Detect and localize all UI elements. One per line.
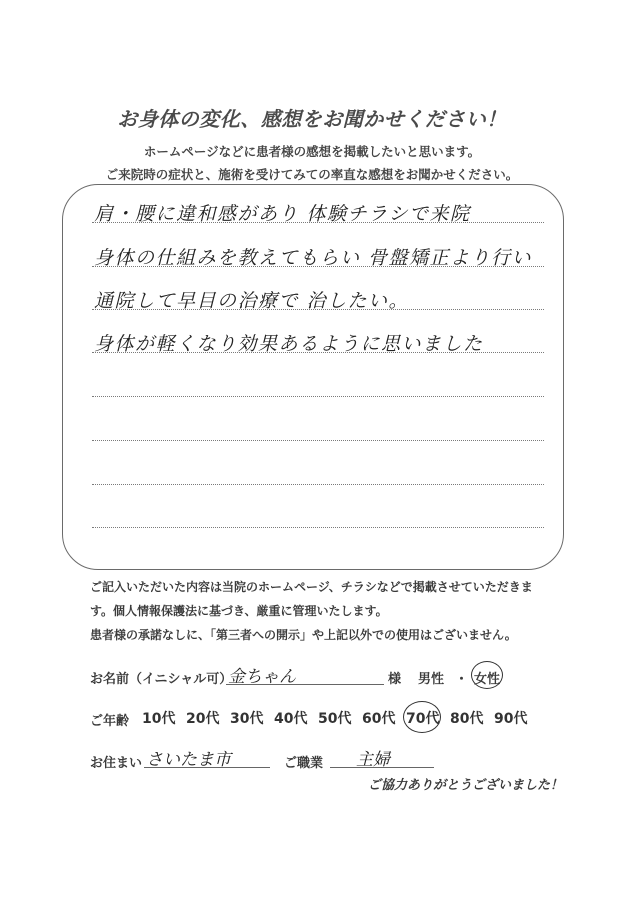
ruled-line [92,396,544,397]
intro-text-2: ご来院時の症状と、施術を受けてみての率直な感想をお聞かせください。 [105,167,519,182]
name-label: お名前（イニシャル可） [90,672,233,687]
comment-line: 身体が軽くなり効果あるように思いました [94,333,484,355]
honorific: 様 [388,672,402,687]
age-option: 60代 [362,711,396,727]
privacy-notice-3: 患者様の承諾なしに、「第三者への開示」や上記以外での使用はございません。 [90,628,517,642]
comment-line: 身体の仕組みを教えてもらい 骨盤矯正より行い [94,247,533,269]
comment-line: 肩・腰に違和感があり 体験チラシで来院 [94,203,471,225]
gender-female: 女性 [474,672,501,687]
age-option: 30代 [230,711,264,727]
ruled-line [92,484,544,485]
privacy-notice-1: ご記入いただいた内容は当院のホームページ、チラシなどで掲載させていただきま [90,580,533,594]
age-label: ご年齢 [90,714,130,729]
address-label: お住まい [90,756,143,771]
privacy-notice-2: す。個人情報保護法に基づき、厳重に管理いたします。 [90,604,388,618]
name-value: 金ちゃん [228,667,296,687]
job-value: 主婦 [356,750,390,770]
thanks-message: ご協力ありがとうございました！ [368,778,564,793]
ruled-line [92,527,544,528]
age-option: 40代 [274,711,308,727]
gender-selection-circle [471,661,503,689]
page-title: お身体の変化、感想をお聞かせください！ [117,107,507,131]
age-option-selected: 70代 [406,711,440,727]
intro-text-1: ホームページなどに患者様の感想を掲載したいと思います。 [143,144,481,159]
age-option: 80代 [450,711,484,727]
name-underline [226,684,384,685]
comment-line: 通院して早目の治療で 治したい。 [94,290,410,312]
ruled-line [92,440,544,441]
age-option: 50代 [318,711,352,727]
age-option: 90代 [494,711,528,727]
gender-separator: ・ [455,672,469,687]
address-value: さいたま市 [146,750,231,770]
job-label: ご職業 [284,756,324,771]
comment-box [62,184,564,570]
address-underline [144,767,270,768]
age-selection-circle [403,701,441,733]
age-option: 20代 [186,711,220,727]
gender-male: 男性 [418,672,445,687]
job-underline [330,767,434,768]
age-option: 10代 [142,711,176,727]
